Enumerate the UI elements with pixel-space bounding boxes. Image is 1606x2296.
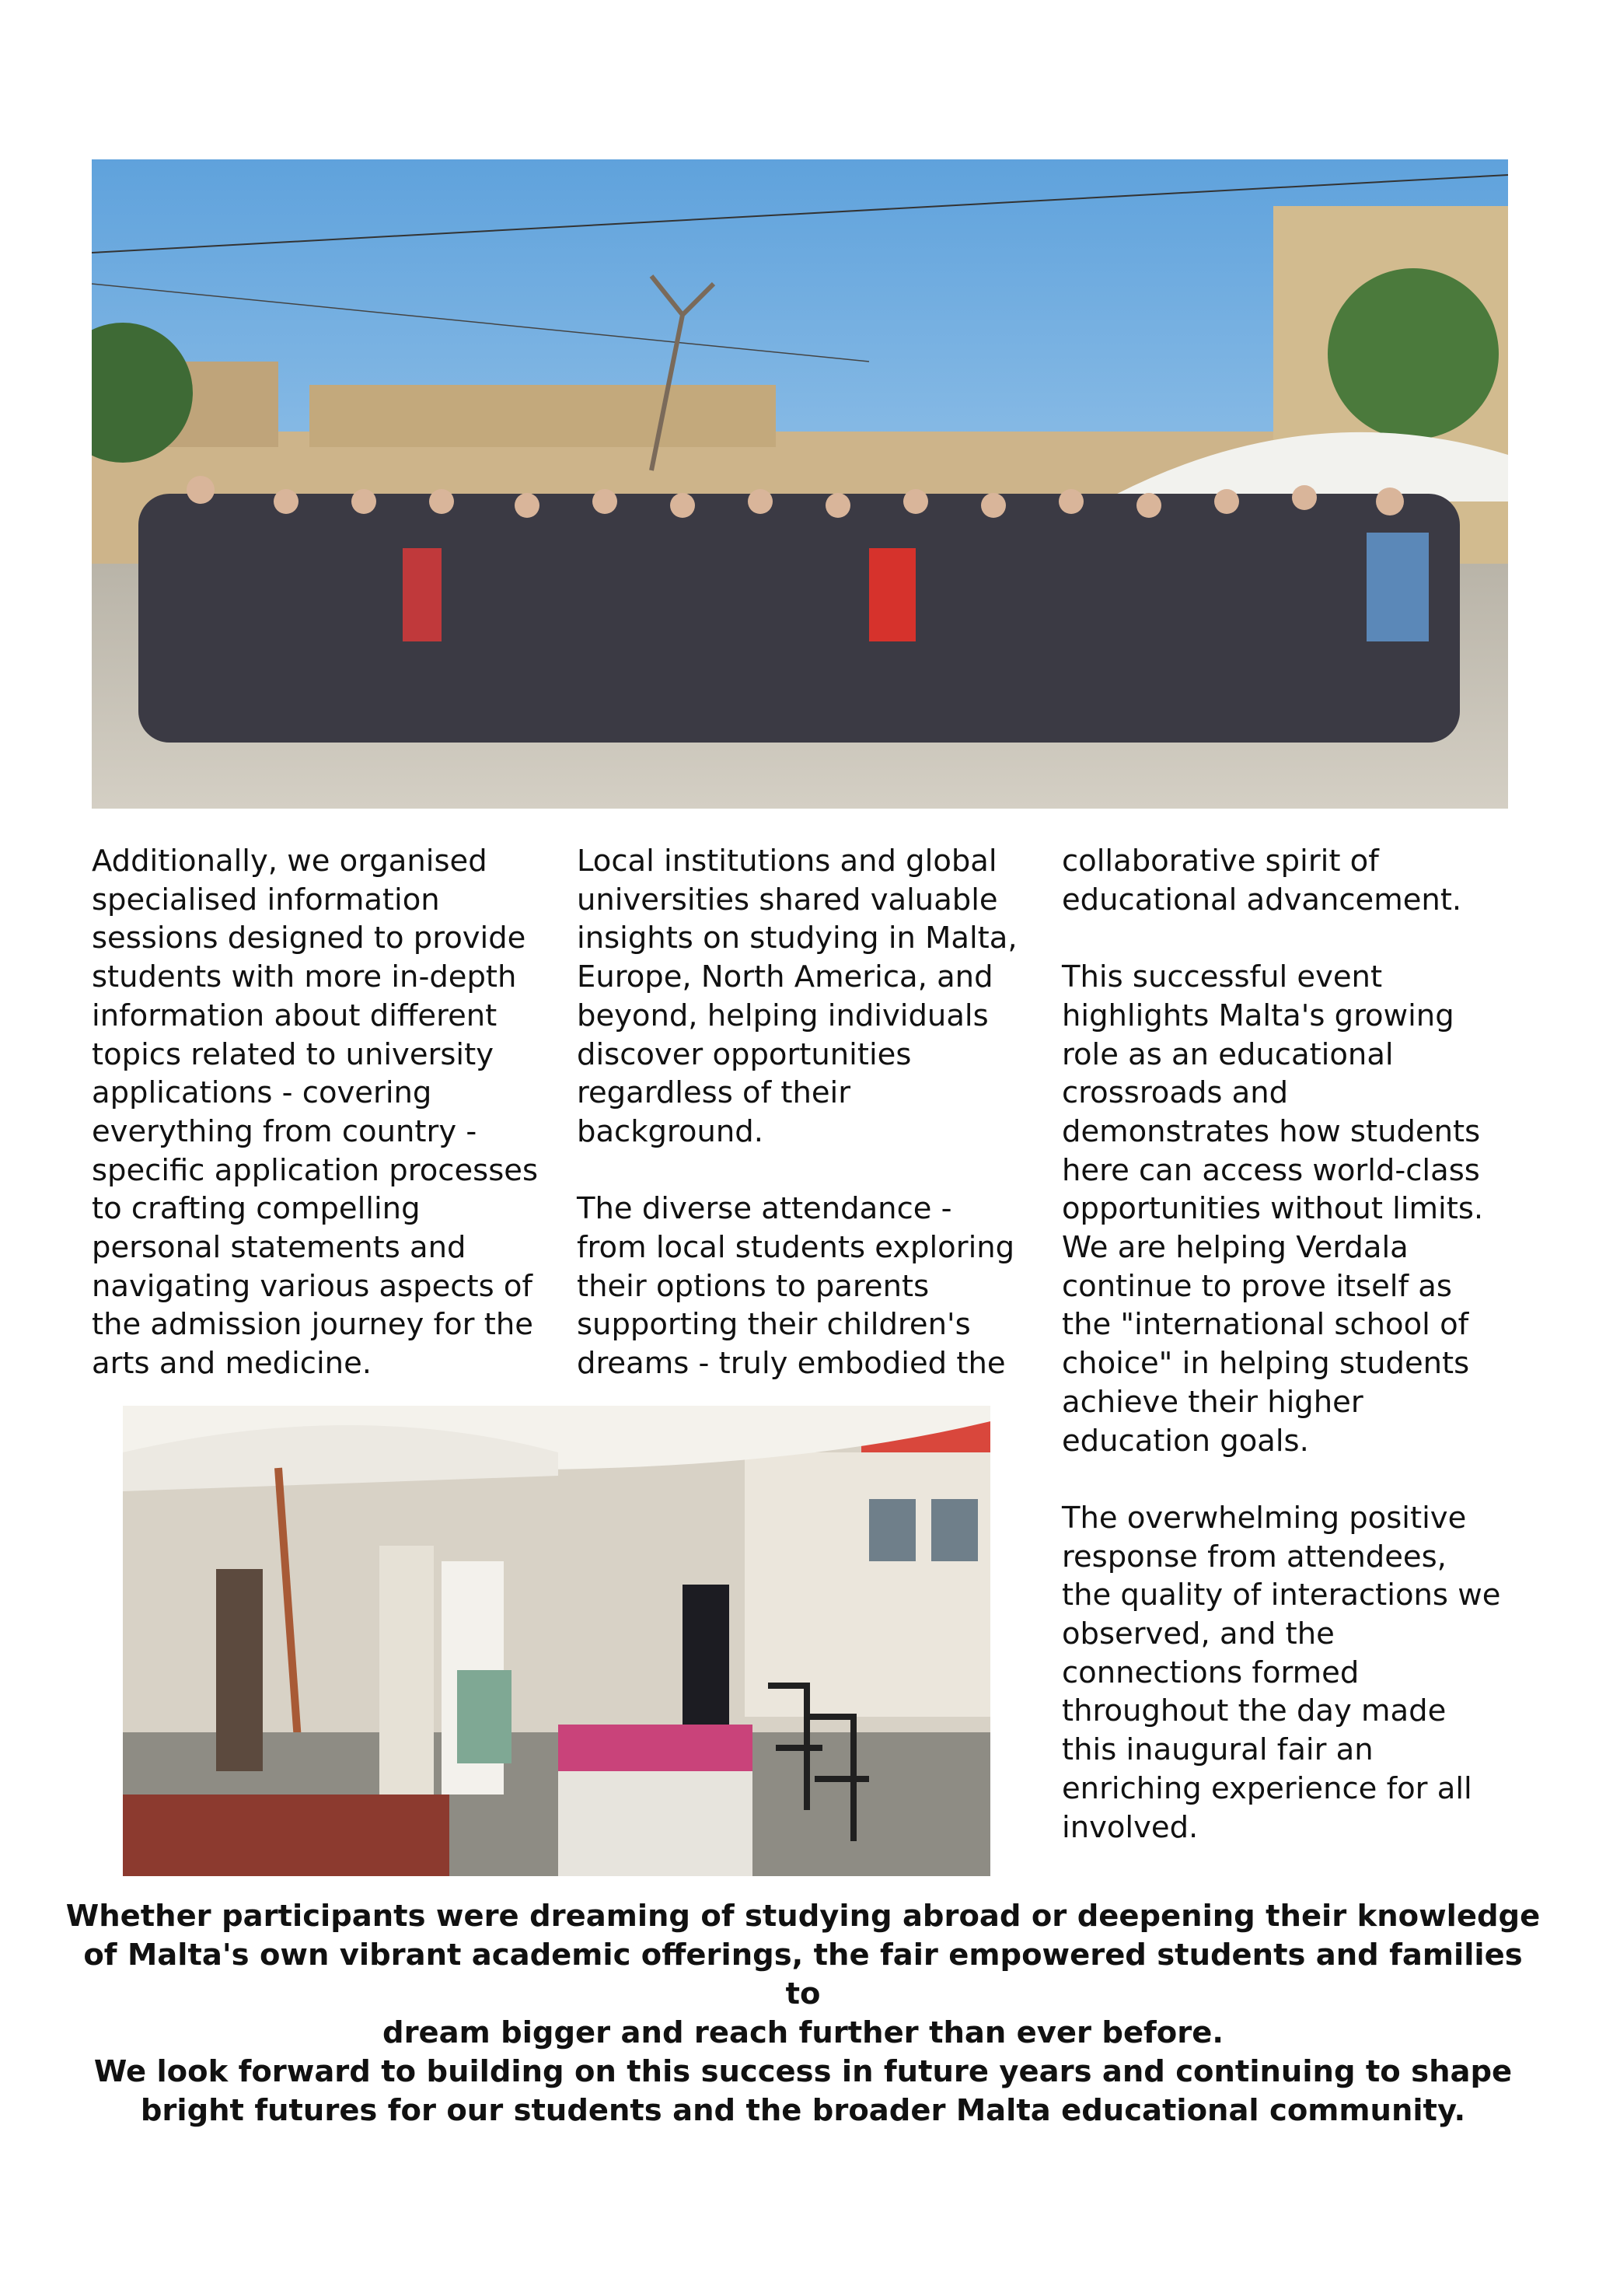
article-column-1: Additionally, we organised specialised information sessions designed to provide students with more in-depth information about different topics related to university applications - covering everything from country - specific application processes to crafting compelling personal statements and navigating various aspects of the admission journey for the arts and medicine. [92, 844, 539, 1382]
closing-statement-2: We look forward to building on this success in future years and continuing to shape bright futures for our students and the broader Malta educational community. [93, 2054, 1513, 2128]
fair-stand-photo-image [123, 1406, 990, 1876]
group-photo-image [92, 159, 1508, 809]
article-column-2: Local institutions and global universities shared valuable insights on studying in Malta, Europe, North America, and beyond, helping individuals discover opportunities regardless of their background. The diverse attendance - from local students exploring their options to parents supporting their children's dreams - truly embodied the [577, 844, 1018, 1382]
article-column-3: collaborative spirit of educational advancement. This successful event highlights Malta's growing role as an educational crossroads and demonstrates how students here can access world-class opportunities without limits. We are helping Verdala continue to prove itself as the "international school of choice" in helping students achieve their higher education goals. The overwhelming positive response from attendees, the quality of interactions we observed, and the connections formed throughout the day made this inaugural fair an enriching experience for all involved. [1062, 844, 1501, 1845]
closing-statement-1: Whether participants were dreaming of studying abroad or deepening their knowledge of Malta's own vibrant academic offerings, the fair empowered students and families to dream bigger and reach further than ever before. [65, 1899, 1541, 2050]
